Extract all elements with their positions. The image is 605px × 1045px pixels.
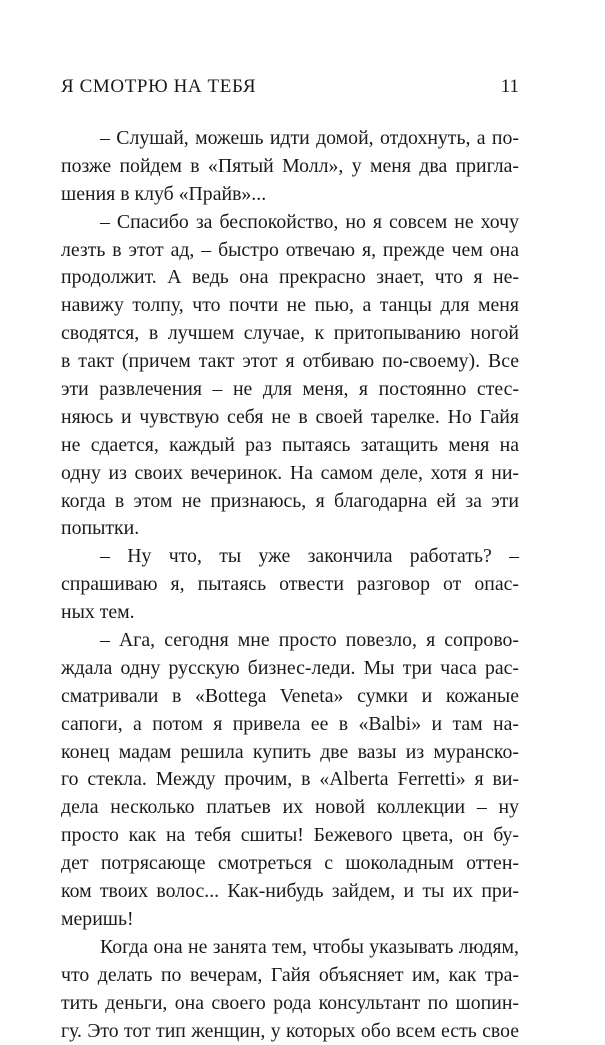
text-line: одну из своих вечеринок. На самом деле, хотя я ни- — [61, 460, 519, 488]
text-line: шения в клуб «Прайв»... — [61, 181, 519, 209]
text-line: Когда она не занята тем, чтобы указывать людям, — [61, 934, 519, 962]
text-line: – Ага, сегодня мне просто повезло, я сопрово- — [61, 627, 519, 655]
text-line: попытки. — [61, 515, 519, 543]
text-line: в такт (причем такт этот я отбиваю по-своему). Все — [61, 348, 519, 376]
text-line: сапоги, а потом я привела ее в «Balbi» и там на- — [61, 711, 519, 739]
text-line: просто как на тебя сшиты! Бежевого цвета, он бу- — [61, 822, 519, 850]
text-line: – Спасибо за беспокойство, но я совсем не хочу — [61, 209, 519, 237]
body-text — [61, 125, 519, 1045]
running-head — [61, 76, 519, 100]
text-line: меришь! — [61, 906, 519, 934]
text-line: спрашиваю я, пытаясь отвести разговор от опас- — [61, 571, 519, 599]
page-number: 11 — [501, 76, 519, 98]
text-line: эти развлечения – не для меня, я постоянно стес- — [61, 376, 519, 404]
text-line: позже пойдем в «Пятый Молл», у меня два пригла- — [61, 153, 519, 181]
text-line: сводятся, в лучшем случае, к притопыванию ногой — [61, 320, 519, 348]
text-line: ных тем. — [61, 599, 519, 627]
text-line: не сдается, каждый раз пытаясь затащить меня на — [61, 432, 519, 460]
text-line: сматривали в «Bottega Veneta» сумки и кожаные — [61, 683, 519, 711]
text-line: – Ну что, ты уже закончила работать? – — [61, 543, 519, 571]
text-line: что делать по вечерам, Гайя объясняет им, как тра- — [61, 962, 519, 990]
text-line: гу. Это тот тип женщин, у которых обо всем есть свое — [61, 1018, 519, 1045]
text-line: дела несколько платьев их новой коллекции – ну — [61, 794, 519, 822]
text-line: навижу толпу, что почти не пью, а танцы для меня — [61, 292, 519, 320]
text-line: ком твоих волос... Как-нибудь зайдем, и ты их при- — [61, 878, 519, 906]
text-line: ждала одну русскую бизнес-леди. Мы три часа рас- — [61, 655, 519, 683]
text-line: лезть в этот ад, – быстро отвечаю я, прежде чем она — [61, 237, 519, 265]
text-line: тить деньги, она своего рода консультант по шопин- — [61, 990, 519, 1018]
text-line: няюсь и чувствую себя не в своей тарелке. Но Гайя — [61, 404, 519, 432]
book-title: Я СМОТРЮ НА ТЕБЯ — [61, 76, 256, 98]
text-line: – Слушай, можешь идти домой, отдохнуть, а по- — [61, 125, 519, 153]
text-line: конец мадам решила купить две вазы из муранско- — [61, 739, 519, 767]
text-line: когда в этом не признаюсь, я благодарна ей за эти — [61, 488, 519, 516]
text-line: продолжит. А ведь она прекрасно знает, что я не- — [61, 264, 519, 292]
text-line: дет потрясающе смотреться с шоколадным оттен- — [61, 850, 519, 878]
text-line: го стекла. Между прочим, в «Alberta Ferretti» я ви- — [61, 766, 519, 794]
